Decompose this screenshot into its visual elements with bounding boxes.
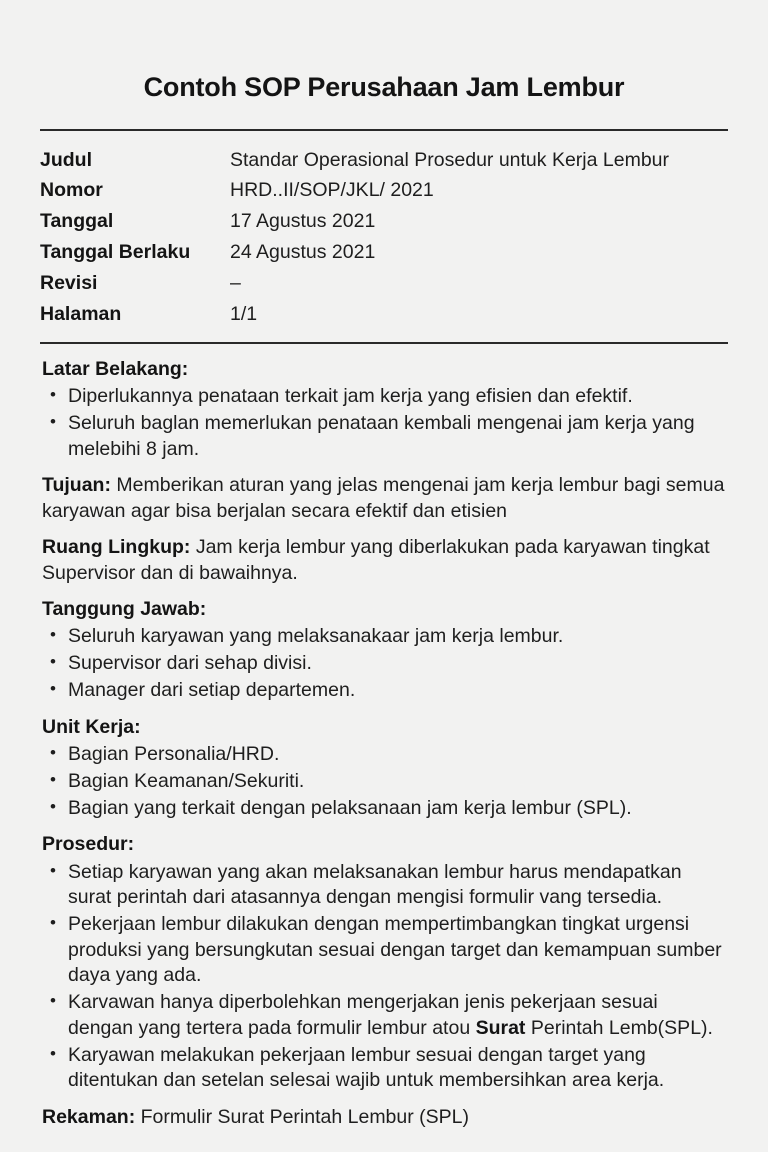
table-row (40, 237, 728, 268)
list-item (40, 860, 728, 911)
prosedur-item3-emphasis: Surat (475, 1016, 526, 1039)
metadata-table (40, 145, 728, 330)
bullet-icon: • (50, 991, 56, 1011)
list-item (40, 384, 728, 410)
bullet-icon: • (50, 769, 56, 789)
bullet-icon: • (50, 1043, 56, 1063)
section-heading-unit-kerja: Unit Kerja: (42, 715, 141, 738)
list-item-text: Setiap karyawan yang akan melaksanakan lembur harus mendapatkan surat perintah dari atasannya dengan mengisi formulir vang tersedia. (68, 860, 682, 909)
table-row (40, 268, 728, 299)
list-item (40, 1043, 728, 1094)
section-heading-prosedur: Prosedur: (42, 833, 135, 856)
list-item (40, 742, 728, 768)
meta-value-halaman: 1/1 (230, 302, 258, 325)
section-text-rekaman: Formulir Surat Perintah Lembur (SPL) (140, 1105, 470, 1128)
bullet-icon: • (50, 860, 56, 880)
meta-value-tanggal-berlaku: 24 Agustus 2021 (230, 240, 376, 263)
section-ruang-lingkup (42, 535, 728, 586)
section-text-ruang-lingkup: Jam kerja lembur yang diberlakukan pada karyawan tingkat Supervisor dan di bawaihnya. (42, 536, 710, 584)
bullet-icon: • (50, 913, 56, 933)
list-item (40, 411, 728, 462)
section-heading-tanggung-jawab: Tanggung Jawab: (42, 598, 207, 621)
meta-key-judul: Judul (40, 148, 92, 171)
meta-key-revisi: Revisi (40, 271, 98, 294)
list-tanggung-jawab (40, 624, 728, 704)
section-label-ruang-lingkup: Ruang Lingkup: (42, 536, 191, 559)
bullet-icon: • (50, 652, 56, 672)
divider-top (40, 129, 728, 131)
list-latar-belakang (40, 384, 728, 462)
table-row (40, 299, 728, 330)
bullet-icon: • (50, 679, 56, 699)
list-item (40, 796, 728, 822)
list-prosedur (40, 860, 728, 1094)
bullet-icon: • (50, 412, 56, 432)
meta-value-nomor: HRD..II/SOP/JKL/ 2021 (230, 179, 434, 202)
meta-key-tanggal-berlaku: Tanggal Berlaku (40, 240, 191, 263)
list-item-text: Bagian Keamanan/Sekuriti. (68, 769, 305, 792)
list-item-text: Bagian yang terkait dengan pelaksanaan jam kerja lembur (SPL). (68, 796, 632, 819)
list-item (40, 678, 728, 704)
list-item (40, 990, 728, 1041)
divider-middle (40, 342, 728, 344)
section-heading-latar-belakang: Latar Belakang: (42, 357, 189, 380)
bullet-icon: • (50, 796, 56, 816)
list-item-text: Supervisor dari sehap divisi. (68, 652, 312, 675)
meta-key-halaman: Halaman (40, 302, 122, 325)
bullet-icon: • (50, 742, 56, 762)
section-tujuan (42, 473, 728, 524)
table-row (40, 145, 728, 176)
section-rekaman (42, 1105, 728, 1131)
section-label-rekaman: Rekaman: (42, 1105, 136, 1128)
page-title: Contoh SOP Perusahaan Jam Lembur (143, 72, 625, 102)
list-item-text: Pekerjaan lembur dilakukan dengan mempertimbangkan tingkat urgensi produksi yang bersungkutan sesuai dengan target dan kemampuan sumber daya yang ada. (68, 913, 722, 987)
list-item-text: Seluruh baglan memerlukan penataan kembali mengenai jam kerja yang melebihi 8 jam. (68, 412, 695, 460)
list-item (40, 769, 728, 795)
list-item (40, 651, 728, 677)
prosedur-item3-part2: Perintah Lemb(SPL). (525, 1016, 713, 1039)
document-body (40, 357, 728, 1130)
list-item-text (68, 991, 713, 1039)
list-item (40, 624, 728, 650)
meta-key-tanggal: Tanggal (40, 210, 114, 233)
section-text-tujuan: Memberikan aturan yang jelas mengenai jam kerja lembur bagi semua karyawan agar bisa berjalan secara efektif dan etisien (42, 474, 725, 522)
list-item-text: Diperlukannya penataan terkait jam kerja yang efisien dan efektif. (68, 385, 633, 407)
meta-value-tanggal: 17 Agustus 2021 (230, 210, 376, 233)
meta-key-nomor: Nomor (40, 179, 103, 202)
list-item-text: Manager dari setiap departemen. (68, 679, 356, 702)
bullet-icon: • (50, 385, 56, 404)
table-row (40, 207, 728, 238)
list-item-text: Seluruh karyawan yang melaksanakaar jam kerja lembur. (68, 625, 564, 648)
list-item (40, 912, 728, 989)
meta-value-judul: Standar Operasional Prosedur untuk Kerja Lembur (230, 148, 669, 171)
meta-value-revisi: – (230, 271, 241, 294)
list-unit-kerja (40, 742, 728, 822)
list-item-text: Bagian Personalia/HRD. (68, 742, 280, 765)
prosedur-item3-part1: Karvawan hanya diperbolehkan mengerjakan jenis pekerjaan sesuai dengan yang tertera pada formulir lembur atou (68, 991, 658, 1039)
bullet-icon: • (50, 625, 56, 645)
table-row (40, 176, 728, 207)
section-label-tujuan: Tujuan: (42, 474, 111, 497)
list-item-text: Karyawan melakukan pekerjaan lembur sesuai dengan target yang ditentukan dan setelan selesai wajib untuk membersihkan area kerja. (68, 1043, 665, 1092)
